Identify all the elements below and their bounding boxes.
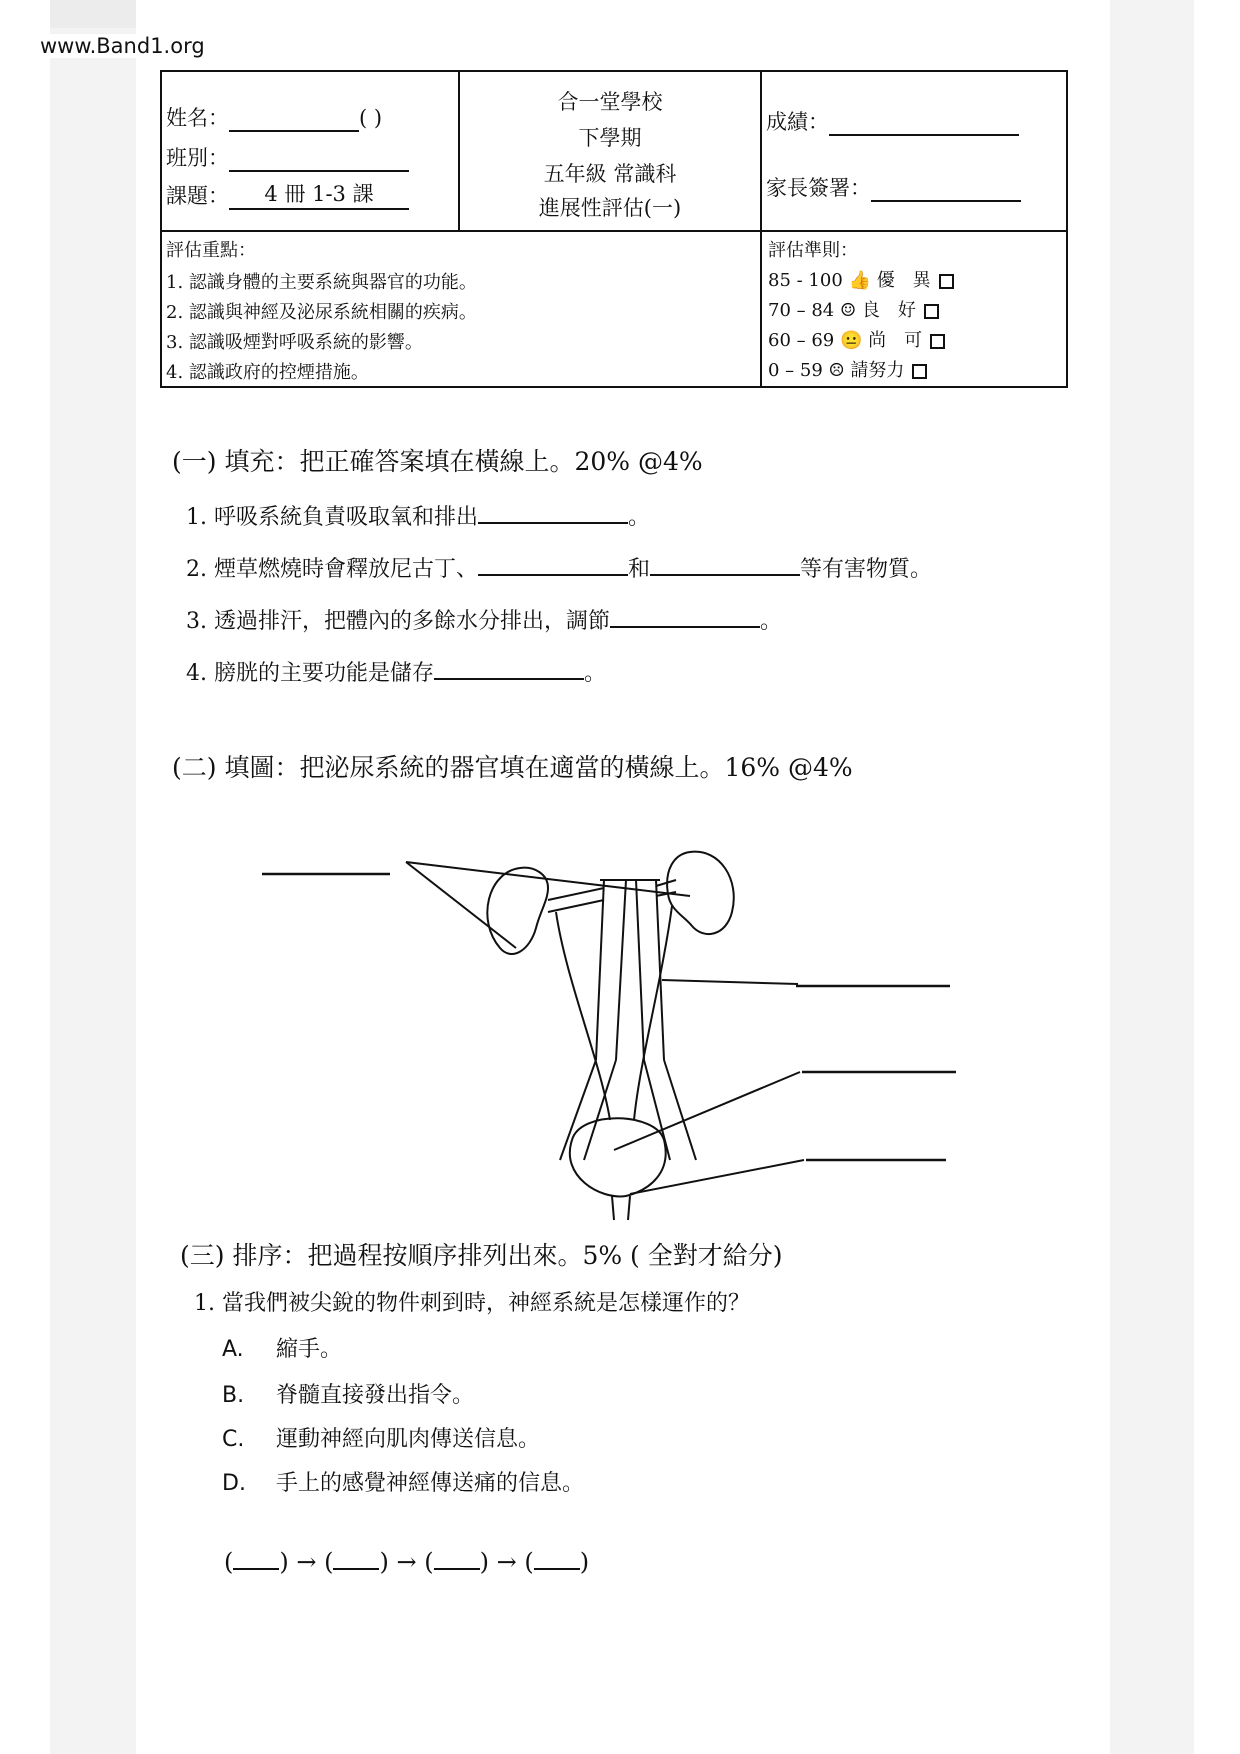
question-2: 2. 煙草燃燒時會釋放尼古丁、 和 等有害物質。 <box>186 552 932 583</box>
focus-item: 1. 認識身體的主要系統與器官的功能。 <box>166 272 477 293</box>
left-kidney <box>487 868 548 954</box>
option-d: D. 手上的感覺神經傳送痛的信息。 <box>222 1471 585 1496</box>
watermark: www.Band1.org <box>40 34 205 58</box>
option-b: B. 脊髓直接發出指令。 <box>222 1383 475 1408</box>
focus-item: 2. 認識與神經及泌尿系統相關的疾病。 <box>166 302 477 323</box>
ureter-right <box>634 906 672 1120</box>
topic-value: 4 冊 1-3 課 <box>229 178 409 210</box>
focus-item: 3. 認識吸煙對呼吸系統的影響。 <box>166 332 423 353</box>
option-a: A. 縮手。 <box>222 1337 343 1362</box>
focus-item: 4. 認識政府的控煙措施。 <box>166 362 369 383</box>
sequence-blank[interactable] <box>233 1550 279 1570</box>
question-3: 3. 透過排汗，把體內的多餘水分排出，調節 。 <box>186 604 782 635</box>
topic-field: 課題： 4 冊 1-3 課 <box>166 178 409 210</box>
criteria-row: 70 – 84 ☺ 良 好 <box>768 296 939 322</box>
question-4: 4. 膀胱的主要功能是儲存 。 <box>186 656 606 687</box>
class-field: 班別： <box>166 142 409 172</box>
option-c: C. 運動神經向肌肉傳送信息。 <box>222 1427 541 1452</box>
school-name: 合一堂學校 <box>557 90 663 114</box>
criteria-row: 0 – 59 ☹ 請努力 <box>768 356 927 382</box>
name-field: 姓名： ( ) <box>166 106 383 130</box>
arrow-right-icon: → <box>396 1548 417 1576</box>
neutral-face-icon: 😐 <box>840 330 863 351</box>
criteria-row: 60 – 69 😐 尚 可 <box>768 326 945 352</box>
assessment-name: 進展性評估(一) <box>538 196 682 220</box>
arrow-right-icon: → <box>496 1548 517 1576</box>
arrow-right-icon: → <box>296 1548 317 1576</box>
section1-title: (一) 填充：把正確答案填在橫線上。20% @4% <box>172 447 703 476</box>
sequence-blank[interactable] <box>333 1550 379 1570</box>
sequence-blank[interactable] <box>434 1550 480 1570</box>
sequence-blank[interactable] <box>534 1550 580 1570</box>
right-kidney <box>667 852 734 934</box>
blood-vessels <box>596 880 664 1060</box>
urethra <box>612 1196 630 1220</box>
section2-title: (二) 填圖：把泌尿系統的器官填在適當的橫線上。16% @4% <box>172 753 853 782</box>
section3-title: (三) 排序：把過程按順序排列出來。5% ( 全對才給分) <box>180 1241 783 1270</box>
score-field: 成績： <box>766 106 1019 136</box>
sad-face-icon: ☹ <box>828 360 845 381</box>
question-1: 1. 呼吸系統負責吸取氧和排出 。 <box>186 500 650 531</box>
smile-icon: ☺ <box>840 300 857 321</box>
section3-question: 1. 當我們被尖銳的物件刺到時，神經系統是怎樣運作的？ <box>194 1291 750 1316</box>
sequence-answer: ( ) → ( ) → ( ) → ( ) <box>224 1548 590 1576</box>
criteria-row: 85 - 100 👍 優 異 <box>768 266 954 292</box>
parent-signature-field: 家長簽署： <box>766 172 1021 202</box>
focus-title: 評估重點： <box>166 240 256 261</box>
grade-subject: 五年級 常識科 <box>543 162 677 186</box>
term: 下學期 <box>578 126 642 150</box>
criteria-title: 評估準則： <box>768 240 858 261</box>
thumbs-up-icon: 👍 <box>848 270 871 291</box>
